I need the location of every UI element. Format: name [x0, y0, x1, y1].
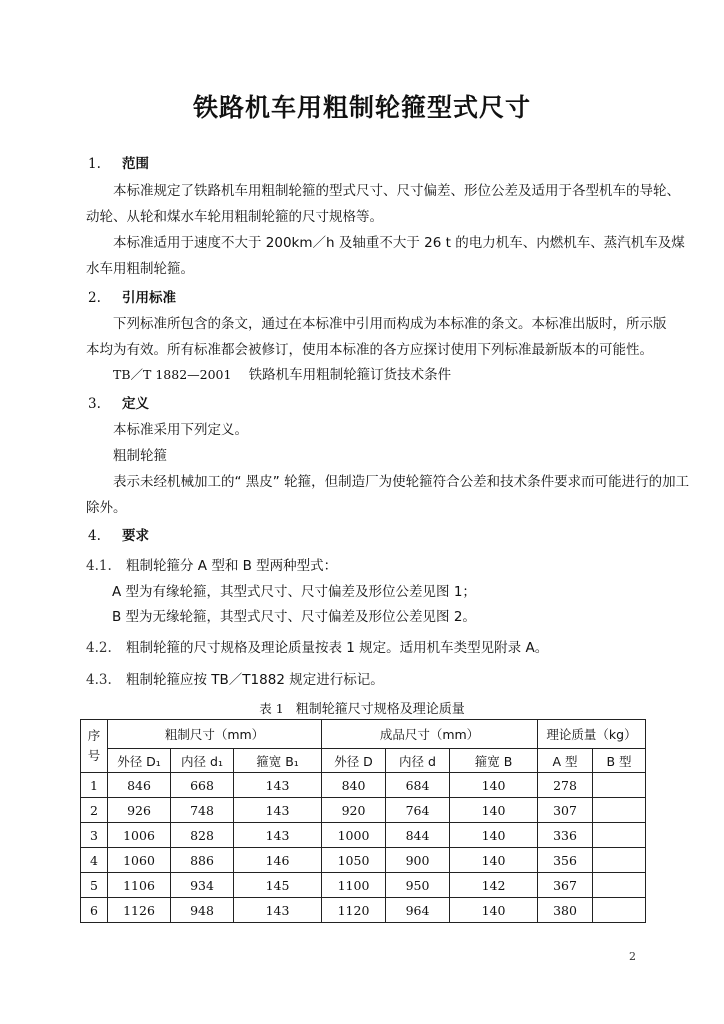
paragraph: 本均为有效。所有标准都会被修订，使用本标准的各方应探讨使用下列标准最新版本的可能性。 — [86, 342, 653, 358]
clause-item: A 型为有缘轮箍，其型式尺寸、尺寸偏差及形位公差见图 1； — [112, 584, 476, 600]
paragraph: 动轮、从轮和煤水车轮用粗制轮箍的尺寸规格等。 — [86, 209, 383, 225]
section-number: 2. — [88, 290, 101, 306]
cell: 1060 — [108, 848, 171, 873]
col-header: 箍宽 B — [450, 749, 538, 773]
cell: 1000 — [322, 823, 386, 848]
cell: 900 — [386, 848, 450, 873]
cell — [593, 873, 646, 898]
section-title: 定义 — [122, 396, 149, 412]
section-3-heading — [88, 395, 149, 413]
col-header: A 型 — [538, 749, 593, 773]
cell: 1126 — [108, 898, 171, 923]
cell: 5 — [81, 873, 108, 898]
cell: 380 — [538, 898, 593, 923]
clause-text: 粗制轮箍的尺寸规格及理论质量按表 1 规定。适用机车类型见附录 A。 — [126, 640, 549, 656]
col-header: 内径 d — [386, 749, 450, 773]
cell: 764 — [386, 798, 450, 823]
cell: 950 — [386, 873, 450, 898]
cell: 146 — [234, 848, 322, 873]
cell: 140 — [450, 848, 538, 873]
cell: 4 — [81, 848, 108, 873]
clause-number: 4.1. — [86, 558, 112, 574]
paragraph: 除外。 — [86, 500, 127, 516]
cell: 140 — [450, 898, 538, 923]
cell: 143 — [234, 898, 322, 923]
cell — [593, 848, 646, 873]
paragraph: 本标准适用于速度不大于 200km／h 及轴重不大于 26 t 的电力机车、内燃机车、蒸汽机车及煤 — [113, 235, 685, 251]
section-number: 4. — [88, 528, 101, 544]
paragraph: 本标准规定了铁路机车用粗制轮箍的型式尺寸、尺寸偏差、形位公差及适用于各型机车的导轮、 — [113, 183, 680, 199]
table-row — [81, 848, 646, 873]
clause-text: 粗制轮箍应按 TB／T1882 规定进行标记。 — [126, 672, 384, 688]
cell: 1120 — [322, 898, 386, 923]
cell: 143 — [234, 823, 322, 848]
cell: 143 — [234, 773, 322, 798]
cell: 142 — [450, 873, 538, 898]
section-title: 要求 — [122, 528, 149, 544]
cell: 934 — [171, 873, 234, 898]
cell: 307 — [538, 798, 593, 823]
clause-text: 粗制轮箍分 A 型和 B 型两种型式： — [126, 558, 338, 574]
standard-code: TB／T 1882—2001 — [113, 367, 232, 382]
document-title: 铁路机车用粗制轮箍型式尺寸 — [192, 93, 531, 122]
table-row — [81, 898, 646, 923]
cell: 356 — [538, 848, 593, 873]
cell: 143 — [234, 798, 322, 823]
clause-number: 4.3. — [86, 672, 112, 688]
section-number: 3. — [88, 396, 101, 412]
table-caption — [0, 698, 724, 717]
clause-item: B 型为无缘轮箍，其型式尺寸、尺寸偏差及形位公差见图 2。 — [112, 609, 476, 625]
paragraph: 表示未经机械加工的“ 黑皮” 轮箍，但制造厂为使轮箍符合公差和技术条件要求而可能进行的加工 — [113, 474, 690, 490]
cell: 367 — [538, 873, 593, 898]
paragraph: 下列标准所包含的条文，通过在本标准中引用而构成为本标准的条文。本标准出版时，所示版 — [113, 316, 667, 332]
referenced-standard — [113, 366, 451, 384]
paragraph: 水车用粗制轮箍。 — [86, 261, 194, 277]
section-2-heading — [88, 289, 176, 307]
cell: 748 — [171, 798, 234, 823]
cell: 1100 — [322, 873, 386, 898]
cell: 145 — [234, 873, 322, 898]
cell: 948 — [171, 898, 234, 923]
table-title: 粗制轮箍尺寸规格及理论质量 — [295, 702, 465, 717]
cell: 140 — [450, 823, 538, 848]
col-header: 外径 D₁ — [108, 749, 171, 773]
cell: 886 — [171, 848, 234, 873]
section-title: 范围 — [122, 156, 149, 172]
header-rough-size: 粗制尺寸（mm） — [108, 720, 322, 749]
col-header: 内径 d₁ — [171, 749, 234, 773]
section-number: 1. — [88, 156, 101, 172]
cell — [593, 773, 646, 798]
defined-term: 粗制轮箍 — [113, 448, 167, 464]
col-header: B 型 — [593, 749, 646, 773]
table-row — [81, 873, 646, 898]
table-row — [81, 773, 646, 798]
cell: 964 — [386, 898, 450, 923]
cell: 278 — [538, 773, 593, 798]
clause-number: 4.2. — [86, 640, 112, 656]
section-4-heading — [88, 527, 149, 545]
table-row — [81, 798, 646, 823]
cell: 1050 — [322, 848, 386, 873]
cell: 846 — [108, 773, 171, 798]
cell: 844 — [386, 823, 450, 848]
cell: 1006 — [108, 823, 171, 848]
cell: 828 — [171, 823, 234, 848]
clause-4-3 — [86, 671, 384, 689]
section-1-heading — [88, 155, 149, 173]
table-row — [81, 823, 646, 848]
col-header: 箍宽 B₁ — [234, 749, 322, 773]
cell: 920 — [322, 798, 386, 823]
cell: 3 — [81, 823, 108, 848]
header-finished-size: 成品尺寸（mm） — [322, 720, 538, 749]
cell: 668 — [171, 773, 234, 798]
cell — [593, 798, 646, 823]
cell: 6 — [81, 898, 108, 923]
spec-table — [80, 719, 646, 923]
cell: 1106 — [108, 873, 171, 898]
clause-4-1 — [86, 557, 337, 575]
cell: 140 — [450, 798, 538, 823]
paragraph: 本标准采用下列定义。 — [113, 422, 248, 438]
cell: 926 — [108, 798, 171, 823]
table-number: 表 1 — [259, 701, 284, 716]
cell: 840 — [322, 773, 386, 798]
header-seq: 序 号 — [81, 720, 108, 773]
cell: 684 — [386, 773, 450, 798]
standard-title: 铁路机车用粗制轮箍订货技术条件 — [248, 367, 452, 383]
cell: 336 — [538, 823, 593, 848]
clause-4-2 — [86, 639, 548, 657]
cell: 1 — [81, 773, 108, 798]
page-number: 2 — [629, 950, 636, 963]
header-theoretical-mass: 理论质量（kg） — [538, 720, 646, 749]
section-title: 引用标准 — [122, 290, 176, 306]
col-header: 外径 D — [322, 749, 386, 773]
cell — [593, 898, 646, 923]
cell: 140 — [450, 773, 538, 798]
cell: 2 — [81, 798, 108, 823]
cell — [593, 823, 646, 848]
